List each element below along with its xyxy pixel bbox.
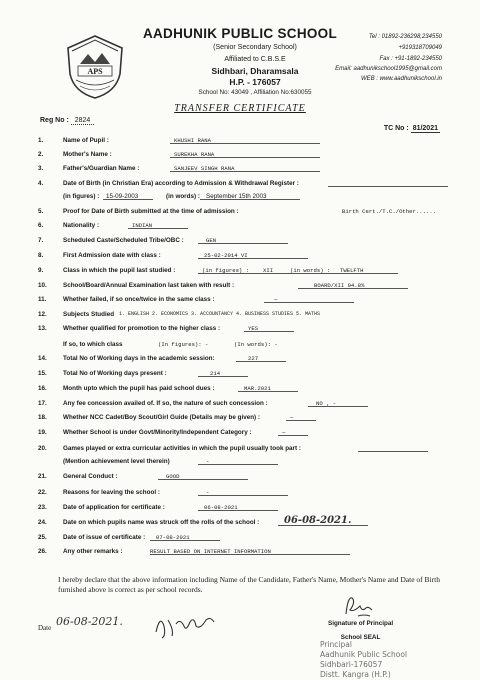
seal-label: School SEAL (340, 634, 381, 641)
mother-name-value: SUREKHA RANA (174, 151, 215, 158)
ncc-value: — (290, 414, 294, 421)
pupil-name-value: KHUSHI RANA (174, 137, 211, 144)
reg-label: Reg No : (40, 117, 69, 124)
contact-mobile: +919318709049 (398, 45, 442, 51)
days-present-value: 214 (210, 370, 221, 377)
govt-category-value: — (282, 429, 286, 436)
tc-number (384, 125, 440, 132)
document-title: TRANSFER CERTIFICATE (174, 103, 306, 114)
signature-label: Signature of Principal (328, 620, 394, 627)
contact-fax: Fax : +91-1892-234550 (379, 56, 442, 62)
concession-value: NO , - (316, 400, 337, 407)
issue-date-value: 07-08-2021 (156, 534, 190, 541)
reg-number (40, 117, 94, 124)
logo-text: APS (87, 67, 103, 76)
date-handwritten: 06-08-2021. (56, 615, 123, 628)
principal-stamp: Principal Aadhunik Public School Sidhbari-176057 Distt. Kangra (H.P.) (320, 640, 408, 679)
failed-value: — (274, 296, 278, 303)
games-value: - (206, 458, 210, 465)
school-logo (66, 34, 124, 100)
nationality-value: INDIAN (132, 222, 153, 229)
remarks-value: RESULT BASED ON INTERNET INFORMATION (150, 548, 271, 555)
contact-email: Email: aadhunikschool1995@gmail.com (335, 66, 442, 72)
dob-proof-value: Birth Cert./T.C./Other...... (342, 208, 436, 215)
clerk-signature (150, 608, 220, 640)
working-days-value: 227 (248, 355, 259, 362)
reasons-value: - (206, 489, 210, 496)
struck-off-value: 06-08-2021. (284, 515, 352, 526)
last-exam-value: BOARD/XII 94.8% (314, 282, 365, 289)
last-class-figures-value: XII (263, 267, 274, 274)
school-pin: H.P. - 176057 (229, 77, 281, 87)
last-class-words-value: TWELFTH (340, 267, 364, 274)
dob-words-value: September 15th 2003 (206, 193, 267, 200)
category-value: GEN (206, 237, 217, 244)
school-location: Sidhbari, Dharamsala (211, 66, 299, 76)
school-type: (Senior Secondary School) (213, 44, 297, 51)
subjects-value: 1. ENGLISH 2. ECONOMICS 3. ACCOUNTANCY 4. BUSINESS STUDIES 5. MATHS (119, 311, 321, 317)
conduct-value: GOOD (166, 473, 180, 480)
school-name: AADHUNIK PUBLIC SCHOOL (142, 26, 338, 41)
contact-web: WEB : www.aadhunikschool.in (360, 76, 442, 82)
promotion-class-words: (In words): - (234, 341, 278, 348)
affiliation: Affiliated to C.B.S.E (224, 56, 286, 63)
declaration-text: I hereby declare that the above information including Name of the Candidate, Father's Name, Mother's Name and Date of Birth furnished above is correct as per school records. (58, 575, 440, 594)
tc-label: TC No : (383, 125, 409, 132)
principal-signature (338, 592, 378, 620)
dues-value: MAR.2021 (244, 385, 271, 392)
father-name-value: SANJEEV SINGH RANA (174, 165, 235, 172)
promotion-value: YES (248, 325, 259, 332)
signature-block (328, 619, 393, 642)
promotion-class-figures: (In figures): - (158, 341, 209, 348)
school-number: School No: 43049 , Affiliation No:630055 (198, 89, 312, 96)
reg-value: 2824 (71, 117, 95, 125)
tc-value: 81/2021 (412, 125, 438, 132)
date-label: Date (38, 624, 52, 632)
contact-tel: Tel : 01892-236298,234550 (368, 34, 442, 40)
first-admission-value: 25-02-2014 VI (204, 252, 248, 259)
dob-figures-value: 15-09-2003 (106, 193, 139, 200)
application-date-value: 06-08-2021 (204, 504, 238, 511)
